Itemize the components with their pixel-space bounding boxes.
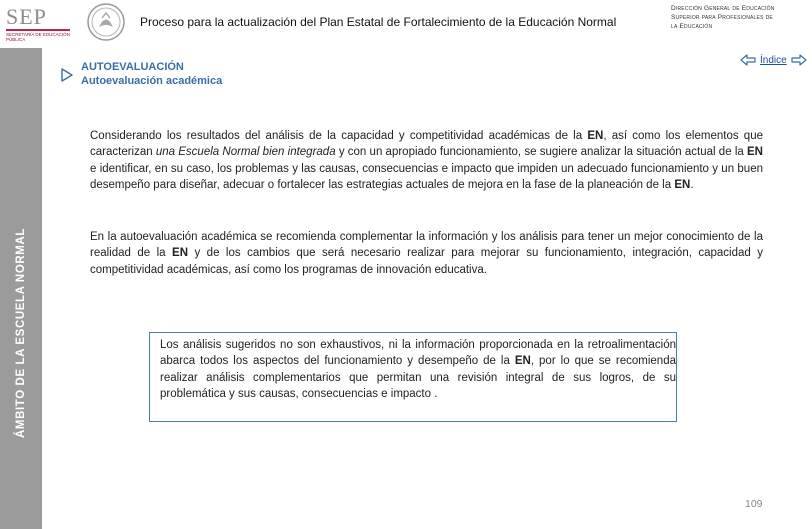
callout-text-c: , por lo que se recomienda realizar análisis complementarios que permitan una revisión integral de sus logros, de su problemática y sus causas, consecuencias e impacto . <box>160 355 676 401</box>
document-title: Proceso para la actualización del Plan Estatal de Fortalecimiento de la Educación Normal <box>140 15 617 29</box>
section-arrow-icon <box>60 68 74 82</box>
p2-text-c: y de los cambios que será necesario realizar para mejorar su funcionamiento, integración, capacidad y competitividad académicas, así como los programas de innovación educativa. <box>90 247 763 276</box>
sidebar-label: ÁMBITO DE LA ESCUELA NORMAL <box>15 228 27 438</box>
org-line-2: Superior para Profesionales de <box>671 14 773 21</box>
sep-logo-bar <box>6 29 70 31</box>
callout-en: EN <box>514 355 531 368</box>
page-number: 109 <box>745 498 763 510</box>
p1-en-3: EN <box>674 179 691 192</box>
callout-text <box>160 337 676 403</box>
p2-en: EN <box>172 247 189 260</box>
index-link[interactable]: Índice <box>760 54 787 66</box>
sep-logo <box>4 4 70 42</box>
p2-text-a: En la autoevaluación académica se recomienda complementar la información y los análisis para tener un mejor conocimiento de la realidad de la <box>90 231 763 260</box>
section-heading <box>81 60 222 88</box>
p1-en-1: EN <box>587 130 604 142</box>
sidebar-band <box>0 48 42 529</box>
organization-name <box>671 4 803 31</box>
callout-text-a: Los análisis sugeridos no son exhaustivos, ni la información proporcionada en la retroalimentación abarca todos los aspectos del funcionamiento y desempeño de la <box>160 339 676 368</box>
paragraph-1 <box>90 128 763 194</box>
next-arrow-icon[interactable] <box>791 54 807 66</box>
p1-text-i: . <box>690 179 694 192</box>
p1-en-2: EN <box>747 146 763 159</box>
previous-arrow-icon[interactable] <box>740 54 756 66</box>
p1-text-c: , así como los elementos que caracterizan <box>90 130 763 159</box>
paragraph-2 <box>90 229 763 278</box>
note-callout-box <box>149 332 677 422</box>
section-title: AUTOEVALUACIÓN <box>81 61 184 73</box>
sep-logo-subtext: SECRETARÍA DE EDUCACIÓN PÚBLICA <box>6 32 70 42</box>
p1-text-e: y con un apropiado funcionamiento, se sugiere analizar la situación actual de la <box>335 146 747 159</box>
p1-italic-phrase: una Escuela Normal bien integrada <box>155 146 336 159</box>
p1-text-g: e identificar, en su caso, los problemas y las causas, consecuencias e impacto que impiden un adecuado funcionamiento y un buen desempeño para diseñar, adecuar o fortalecer las estrategias actuales de mejora en la fase de la planeación de la <box>90 162 763 192</box>
page-header <box>0 0 812 46</box>
p1-text-a: Considerando los resultados del análisis de la capacidad y competitividad académicas de la <box>90 130 588 142</box>
sep-logo-text: SEP <box>6 4 47 29</box>
org-line-3: la Educación <box>671 23 713 30</box>
org-line-1: Dirección General de Educación <box>671 5 775 12</box>
national-seal-icon <box>86 2 126 42</box>
index-navigation <box>740 54 807 66</box>
section-subtitle: Autoevaluación académica <box>81 75 223 87</box>
